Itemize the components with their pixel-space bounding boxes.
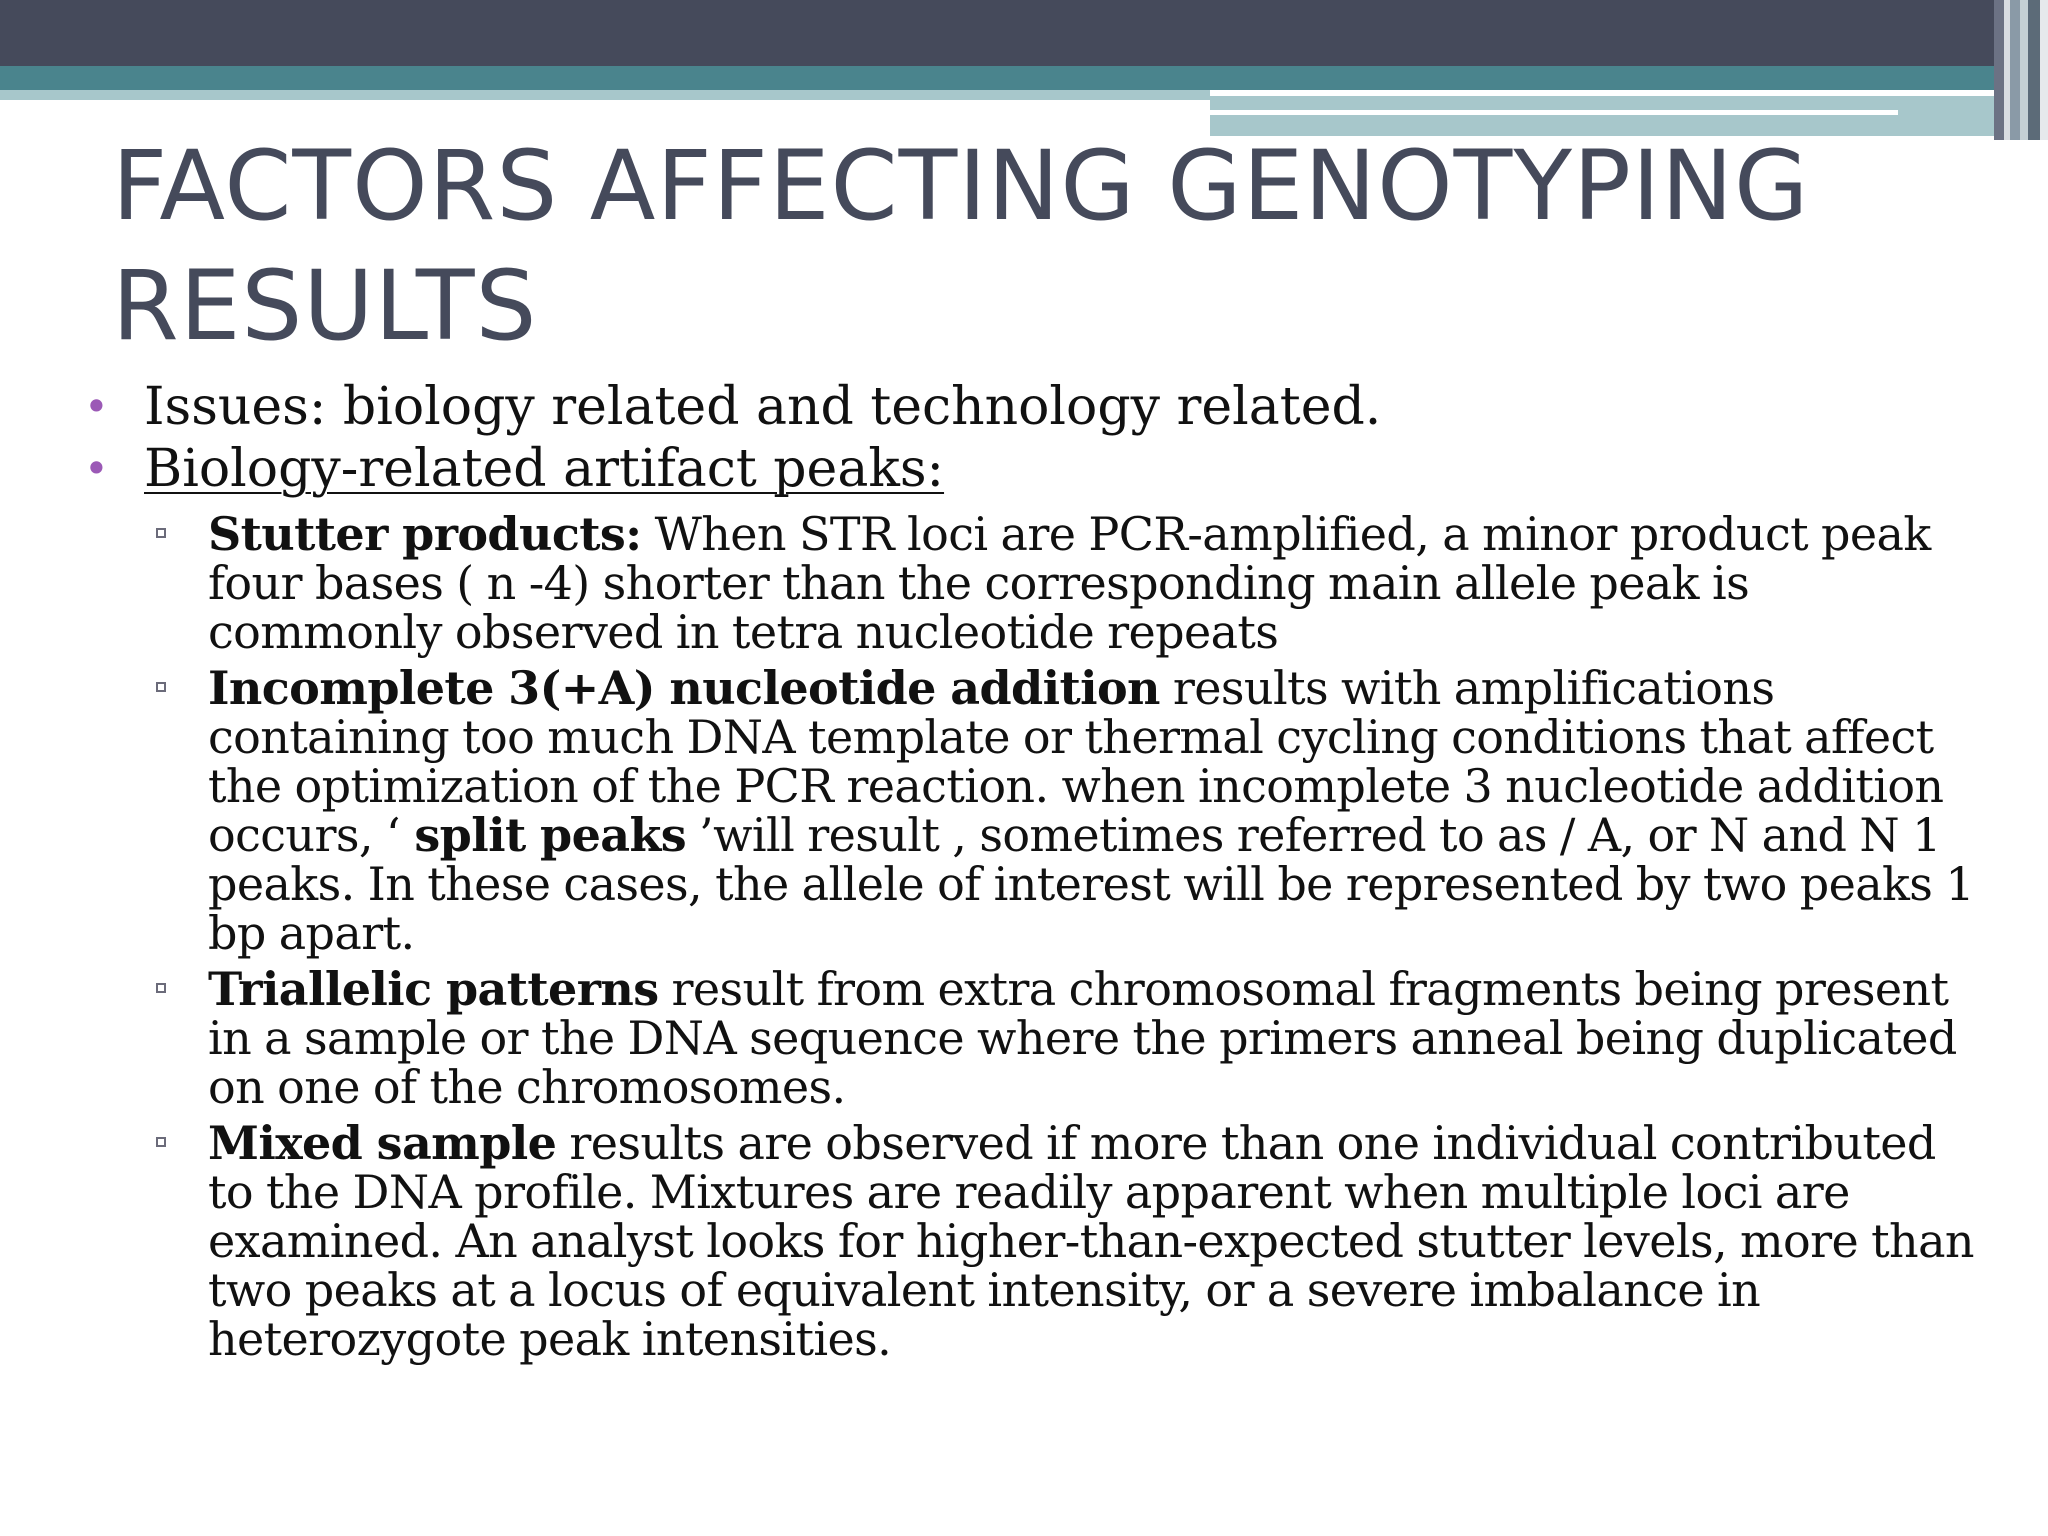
sub-item-triallelic <box>80 962 1980 1114</box>
sub-item-emphasis: split peaks <box>399 808 687 862</box>
bullet-text: Biology-related artifact peaks: <box>144 439 945 499</box>
sub-item-text-continued: ’will result , sometimes referred to as / A, or N and N 1 peaks. In these cases, the allele of interest will be represented by two peaks 1 bp apart. <box>208 808 1975 960</box>
slide-content <box>80 376 1980 1364</box>
sub-item-incomplete-addition <box>80 661 1980 960</box>
header-teal-band <box>0 66 2048 90</box>
edge-stripe <box>2028 0 2040 140</box>
sub-item-text: When STR loci are PCR-amplified, a minor product peak four bases ( n -4) shorter than the corresponding main allele peak is commonly observed in tetra nucleotide repeats <box>208 507 1931 659</box>
edge-stripe <box>2020 0 2028 140</box>
bullet-dot-icon: • <box>84 444 109 493</box>
header-dark-band <box>0 0 2048 66</box>
sub-item-heading: Triallelic patterns <box>208 962 659 1016</box>
edge-stripe <box>1994 0 2004 140</box>
slide-title: FACTORS AFFECTING GENOTYPING RESULTS <box>112 130 1810 362</box>
edge-stripes <box>1994 0 2048 140</box>
edge-stripe <box>2040 0 2048 140</box>
sub-item-mixed-sample <box>80 1116 1980 1366</box>
sub-item-heading: Stutter products: <box>208 507 642 561</box>
header-white-line <box>1210 110 1898 115</box>
bullet-issues <box>80 376 1980 438</box>
sub-item-heading: Incomplete 3(+A) nucleotide addition <box>208 661 1160 715</box>
bullet-dot-icon: • <box>84 382 109 431</box>
sub-item-text: results are observed if more than one individual contributed to the DNA profile. Mixtures are readily apparent when multiple loci are examined. An analyst looks for higher-than-expected stutter levels, more than two peaks at a locus of equivalent intensity, or a severe imbalance in heterozygote peak intensities. <box>208 1116 1974 1366</box>
square-bullet-icon <box>156 528 166 538</box>
bullet-biology-artifacts <box>80 438 1980 500</box>
sub-item-text: results with amplifications containing too much DNA template or thermal cycling conditions that affect the optimization of the PCR reaction. when incomplete 3 nucleotide addition occurs, ‘ <box>208 661 1944 862</box>
edge-stripe <box>2010 0 2020 140</box>
header-light-band <box>0 90 1210 100</box>
square-bullet-icon <box>156 682 166 692</box>
sub-item-text: result from extra chromosomal fragments being present in a sample or the DNA sequence where the primers anneal being duplicated on one of the chromosomes. <box>208 962 1957 1114</box>
bullet-text: Issues: biology related and technology related. <box>144 377 1382 437</box>
sub-item-heading: Mixed sample <box>208 1116 557 1170</box>
square-bullet-icon <box>156 983 166 993</box>
square-bullet-icon <box>156 1137 166 1147</box>
sub-item-stutter <box>80 507 1980 659</box>
